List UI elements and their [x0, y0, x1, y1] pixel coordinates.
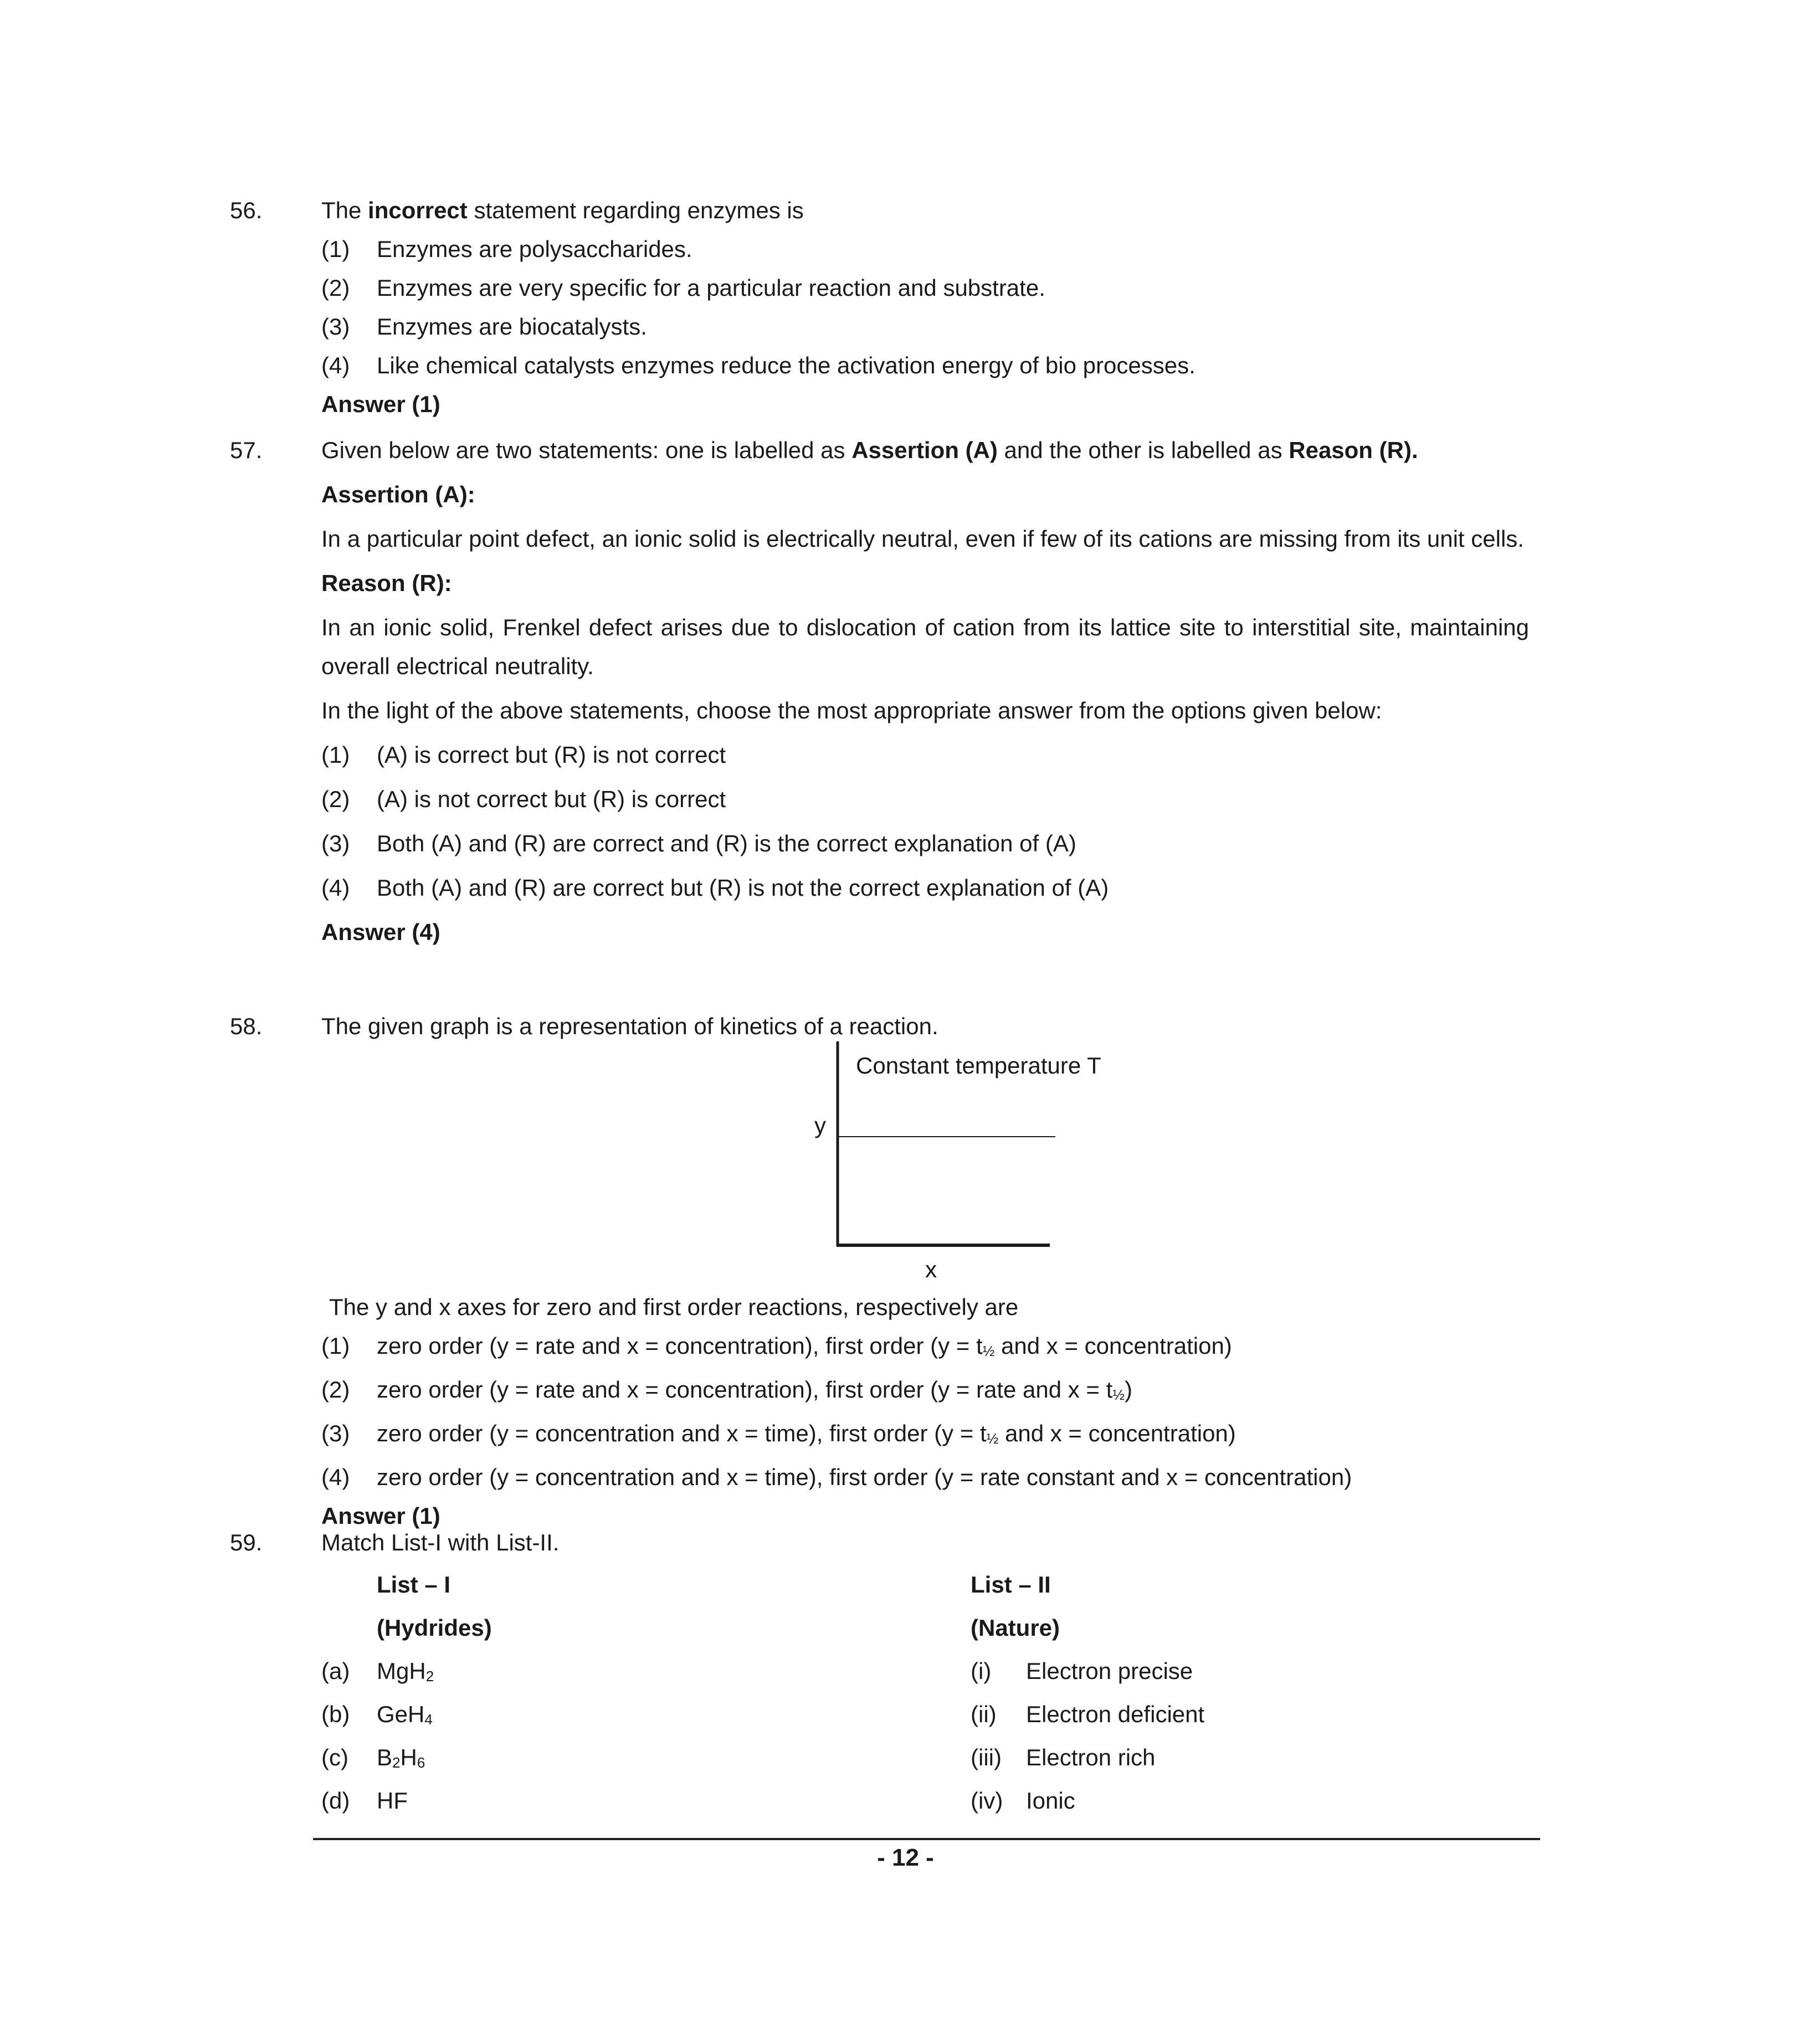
graph-title: Constant temperature T [856, 1052, 1101, 1079]
question-number: 57. [230, 437, 263, 463]
list-item [971, 1779, 1469, 1822]
stem-text: statement regarding enzymes is [467, 197, 804, 223]
question-stem: Match List-I with List-II. [321, 1529, 560, 1555]
question-number: 56. [230, 197, 263, 223]
option-text: Enzymes are very specific for a particular reaction and substrate. [377, 275, 1045, 301]
item-key: (c) [321, 1744, 348, 1770]
item-key: (iii) [971, 1744, 1002, 1770]
option-number: (3) [321, 830, 350, 856]
option-2 [321, 269, 1529, 307]
item-value: Ionic [1026, 1788, 1075, 1814]
option-1 [321, 230, 1529, 269]
list-item [971, 1693, 1469, 1736]
assertion-heading: Assertion (A): [321, 481, 475, 507]
option-text: Enzymes are biocatalysts. [377, 314, 647, 340]
option-text: zero order (y = rate and x = concentration), first order (y = rate and x = t [377, 1376, 1113, 1403]
item-key: (i) [971, 1658, 992, 1684]
list-item [971, 1736, 1469, 1779]
list-item [321, 1736, 765, 1779]
stem-text: and the other is labelled as [997, 437, 1289, 463]
item-key: (d) [321, 1788, 350, 1814]
option-text: (A) is correct but (R) is not correct [377, 742, 726, 768]
question-stem: The given graph is a representation of kinetics of a reaction. [321, 1013, 938, 1039]
item-formula: HF [377, 1788, 408, 1814]
instruction-text: In the light of the above statements, choose the most appropriate answer from the options given below: [321, 697, 1382, 723]
option-4 [321, 869, 1529, 907]
list-heading [971, 1563, 1469, 1606]
option-number: (1) [321, 1333, 350, 1359]
option-text: Enzymes are polysaccharides. [377, 236, 692, 262]
list-item [321, 1650, 765, 1693]
page-number: - 12 - [877, 1844, 934, 1871]
option-number: (2) [321, 1376, 350, 1403]
option-text: ) [1125, 1376, 1133, 1403]
stem-text: Given below are two statements: one is labelled as [321, 437, 852, 463]
item-value: Electron rich [1026, 1744, 1156, 1770]
option-number: (1) [321, 742, 350, 768]
list-item [971, 1650, 1469, 1693]
option-1 [321, 736, 1529, 774]
item-key: (ii) [971, 1701, 997, 1727]
option-number: (2) [321, 275, 350, 301]
option-text: Both (A) and (R) are correct but (R) is not the correct explanation of (A) [377, 875, 1109, 901]
item-formula: $B_2H_6$ [377, 1744, 425, 1771]
option-4 [321, 1458, 1529, 1497]
option-number: (2) [321, 786, 350, 812]
answer: Answer (4) [321, 919, 440, 945]
item-value: Electron precise [1026, 1658, 1193, 1684]
list-subtitle: (Nature) [971, 1615, 1060, 1641]
option-text: (A) is not correct but (R) is correct [377, 786, 726, 812]
question-number: 59. [230, 1529, 263, 1555]
stem-emphasis: incorrect [368, 197, 468, 223]
assertion-text: In a particular point defect, an ionic solid is electrically neutral, even if few of its cations are missing from its unit cells. [321, 526, 1524, 552]
y-axis-label: y [814, 1112, 826, 1138]
question-57 [230, 431, 1529, 952]
reason-heading: Reason (R): [321, 570, 452, 596]
question-stem [321, 191, 1529, 230]
kinetics-graph [798, 1041, 1101, 1296]
option-4 [321, 346, 1529, 385]
option-number: (3) [321, 1420, 350, 1446]
subscript: ½ [986, 1430, 999, 1447]
stem-text: The [321, 197, 368, 223]
option-2 [321, 1370, 1529, 1414]
option-text: zero order (y = concentration and x = time), first order (y = rate constant and x = concentration) [377, 1463, 1352, 1490]
option-1 [321, 1327, 1529, 1370]
option-text: zero order (y = concentration and x = time), first order (y = t [377, 1420, 987, 1446]
list-heading [321, 1563, 765, 1606]
item-formula: GeH$_4$ [377, 1701, 433, 1728]
option-text: and x = concentration) [994, 1333, 1232, 1359]
list-item [321, 1779, 765, 1822]
list-subtitle: (Hydrides) [377, 1615, 492, 1641]
option-3 [321, 307, 1529, 346]
option-2 [321, 780, 1529, 819]
list-2 [971, 1563, 1469, 1822]
list-title: List – II [971, 1571, 1051, 1598]
answer: Answer (1) [321, 1502, 440, 1529]
option-text: Like chemical catalysts enzymes reduce the activation energy of bio processes. [377, 352, 1196, 378]
item-key: (b) [321, 1701, 350, 1727]
list-title: List – I [377, 1571, 451, 1598]
subscript: ½ [982, 1342, 995, 1359]
list-1 [321, 1563, 765, 1822]
option-number: (4) [321, 875, 350, 901]
option-number: (4) [321, 352, 350, 378]
option-number: (4) [321, 1463, 350, 1490]
question-stem [321, 431, 1529, 470]
option-text: zero order (y = rate and x = concentration), first order (y = t [377, 1333, 983, 1359]
stem-emphasis: Reason (R). [1289, 437, 1418, 463]
item-value: Electron deficient [1026, 1701, 1205, 1727]
item-key: (a) [321, 1658, 350, 1684]
option-number: (3) [321, 314, 350, 340]
question-56 [230, 191, 1529, 424]
option-text: Both (A) and (R) are correct and (R) is the correct explanation of (A) [377, 830, 1076, 856]
option-number: (1) [321, 236, 350, 262]
question-59 [230, 1523, 1529, 1562]
list-subheading [321, 1606, 765, 1650]
item-formula: MgH$_2$ [377, 1658, 434, 1684]
answer: Answer (1) [321, 391, 440, 417]
list-subheading [971, 1606, 1469, 1650]
question-number: 58. [230, 1013, 263, 1039]
option-text: and x = concentration) [998, 1420, 1236, 1446]
question-58-options [321, 1288, 1529, 1535]
option-3 [321, 824, 1529, 863]
question-text: The y and x axes for zero and first order reactions, respectively are [329, 1294, 1019, 1320]
subscript: ½ [1112, 1386, 1125, 1403]
x-axis-label: x [925, 1256, 937, 1282]
option-3 [321, 1414, 1529, 1458]
item-key: (iv) [971, 1788, 1003, 1814]
question-58 [230, 1007, 1529, 1046]
stem-emphasis: Assertion (A) [851, 437, 998, 463]
list-item [321, 1693, 765, 1736]
reason-text: In an ionic solid, Frenkel defect arises due to dislocation of cation from its lattice site to interstitial site, maintaining overall electrical neutrality. [321, 614, 1529, 679]
